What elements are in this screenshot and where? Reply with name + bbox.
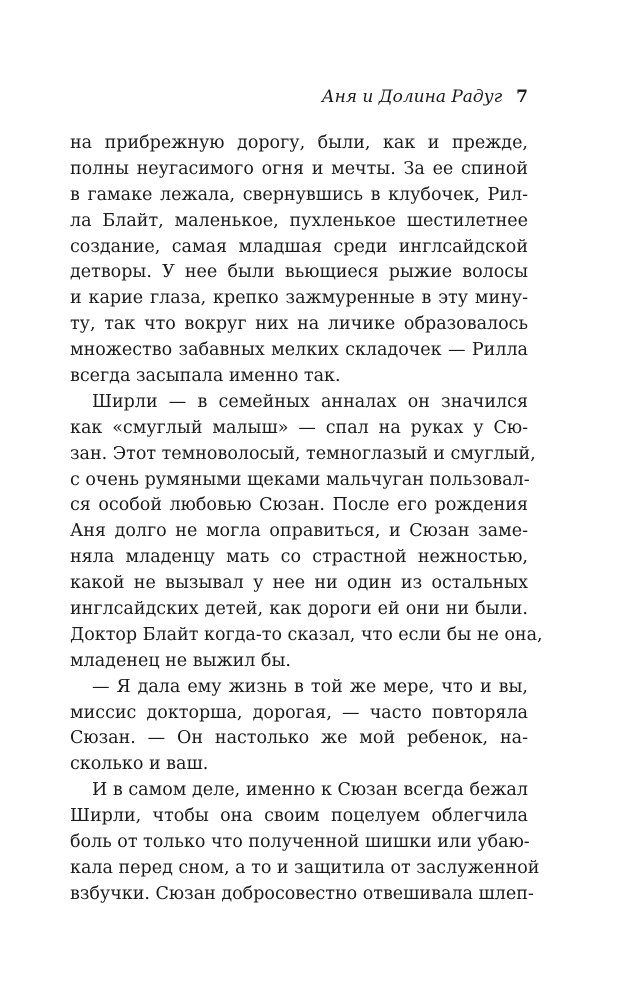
text-line: младенец не выжил бы. (70, 650, 291, 671)
body-text (70, 131, 543, 908)
text-line: И в самом деле, именно к Сюзан всегда бежал (92, 780, 528, 801)
text-line: множество забавных мелких складочек — Рилла (70, 340, 528, 361)
text-line: на прибрежную дорогу, были, как и прежде, (70, 133, 528, 153)
text-line: няла младенцу мать со страстной нежностью, (70, 547, 528, 568)
text-line: зан. Этот темноволосый, темноглазый и смуглый, (70, 443, 536, 464)
running-head (322, 86, 528, 108)
text-line: Ширли, чтобы она своим поцелуем облегчила (70, 806, 528, 827)
text-line: как «смуглый малыш» — спал на руках у Сю- (70, 417, 528, 438)
text-line: инглсайдских детей, как дороги ей они ни были. (70, 599, 528, 620)
text-line: — Я дала ему жизнь в той же мере, что и вы, (92, 676, 528, 697)
text-line: создание, самая младшая среди инглсайдской (70, 236, 528, 257)
text-line: ла Блайт, маленькое, пухленькое шестилетнее (70, 210, 528, 231)
text-line: миссис докторша, дорогая, — часто повторяла (70, 702, 528, 723)
text-line: кала перед сном, а то и защитила от заслуженной (70, 857, 540, 878)
text-line: сколько и ваш. (70, 754, 209, 775)
text-line: ту, так что вокруг них на личике образовалось (70, 314, 528, 335)
paragraph (70, 390, 543, 675)
text-line: в гамаке лежала, свернувшись в клубочек, Рил- (70, 184, 528, 205)
paragraph (70, 131, 528, 390)
text-line: полны неугасимого огня и мечты. За ее спиной (70, 158, 528, 179)
text-line: с очень румяными щеками мальчуган пользовал- (70, 469, 530, 490)
paragraph (70, 778, 540, 907)
text-line: и карие глаза, крепко зажмуренные в эту мину- (70, 288, 528, 309)
text-line: боль от только что полученной шишки или убаю- (70, 832, 530, 853)
text-line: Аня долго не могла оправиться, и Сюзан заме- (70, 521, 528, 542)
text-line: детворы. У нее были вьющиеся рыжие волосы (70, 262, 528, 283)
running-head-title: Аня и Долина Радуг (321, 87, 503, 107)
text-line: Доктор Блайт когда-то сказал, что если бы не она, (70, 624, 543, 645)
text-line: ся особой любовью Сюзан. После его рождения (70, 495, 528, 516)
text-line: какой не вызывал у нее ни один из остальных (70, 573, 528, 594)
paragraph (70, 675, 528, 779)
text-line: всегда засыпала именно так. (70, 366, 341, 387)
page-number: 7 (516, 87, 528, 107)
text-line: Сюзан. — Он настолько же мой ребенок, на- (70, 728, 528, 749)
text-line: Ширли — в семейных анналах он значился (92, 391, 528, 412)
text-line: взбучки. Сюзан добросовестно отвешивала шлеп- (70, 883, 534, 904)
